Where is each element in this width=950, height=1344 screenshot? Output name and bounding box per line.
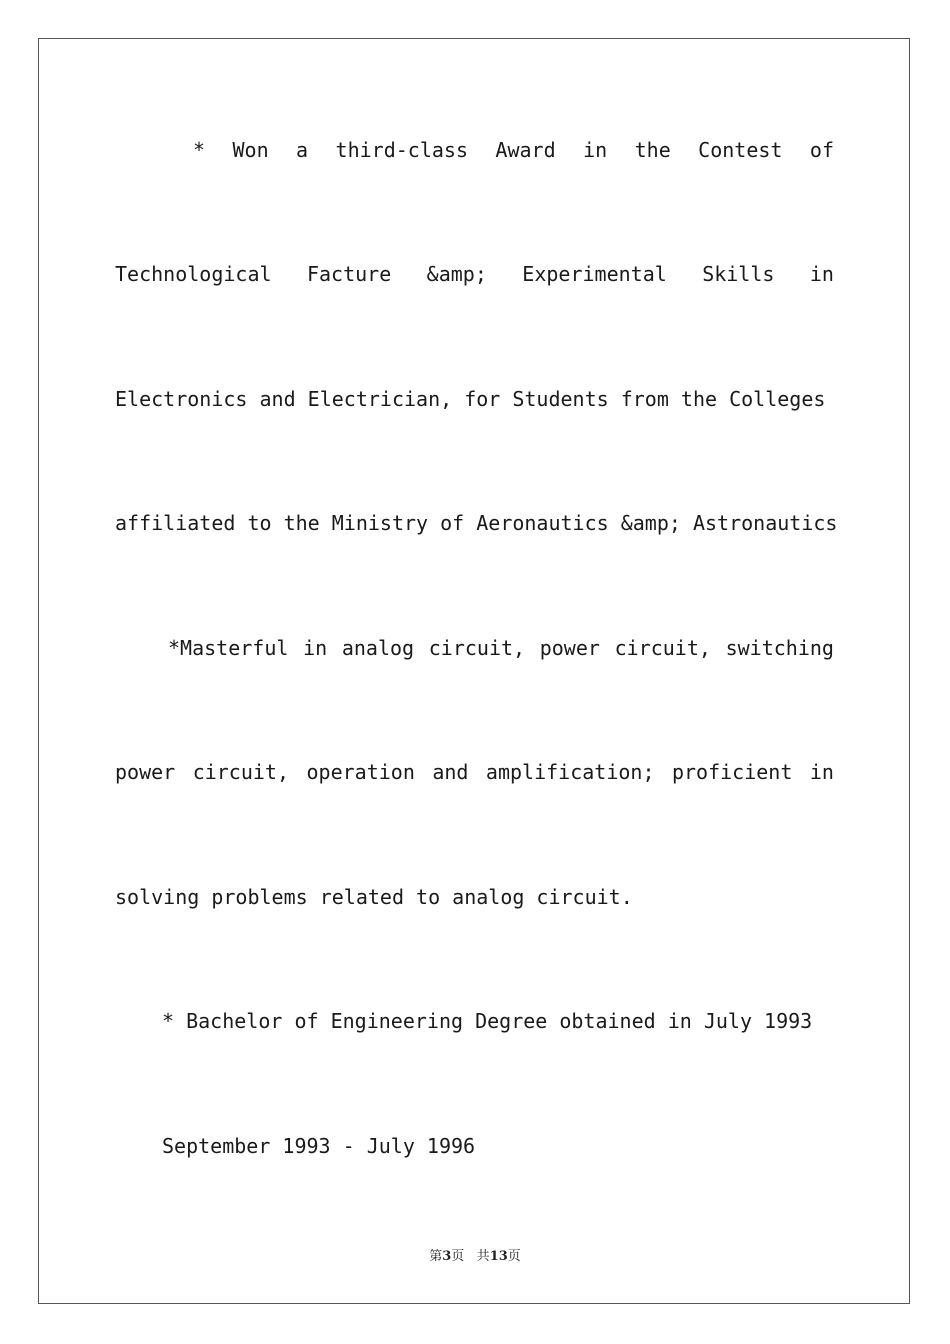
word: power	[539, 636, 600, 660]
text-line-8: * Bachelor of Engineering Degree obtained in July 1993	[162, 1009, 813, 1033]
word: Facture	[306, 262, 392, 286]
word: third-class	[335, 138, 468, 162]
word: in	[809, 760, 834, 784]
word: Contest	[698, 138, 783, 162]
word: circuit,	[192, 760, 290, 784]
text-line-6	[115, 759, 834, 785]
word: Skills	[702, 262, 775, 286]
word: proficient	[671, 760, 793, 784]
word: Experimental	[522, 262, 667, 286]
word: *	[193, 138, 206, 162]
word: the	[634, 138, 671, 162]
footer-page-suffix: 页	[451, 1249, 465, 1264]
text-line-1	[193, 137, 834, 163]
text-line-2	[115, 261, 834, 287]
text-line-9: September 1993 - July 1996	[162, 1134, 476, 1158]
word: &amp;	[426, 262, 487, 286]
word: circuit,	[428, 636, 526, 660]
word: amplification;	[485, 760, 655, 784]
word: in	[303, 636, 328, 660]
text-line-3: Electronics and Electrician, for Students from the Colleges	[115, 387, 826, 411]
word: and	[432, 760, 469, 784]
text-line-5	[168, 635, 834, 661]
word: in	[583, 138, 608, 162]
word: a	[296, 138, 309, 162]
word: operation	[306, 760, 415, 784]
footer-total-suffix: 页	[507, 1249, 521, 1264]
word: switching	[725, 636, 834, 660]
word: Won	[232, 138, 269, 162]
footer-total-prefix: 共	[476, 1249, 490, 1264]
footer-page-number: 3	[442, 1249, 452, 1264]
text-line-7: solving problems related to analog circuit.	[115, 885, 633, 909]
word: Technological	[115, 262, 272, 286]
word: of	[809, 138, 834, 162]
word: in	[809, 262, 834, 286]
word: power	[115, 760, 176, 784]
page-footer	[0, 1248, 950, 1266]
word: Award	[495, 138, 556, 162]
text-line-4: affiliated to the Ministry of Aeronautics &amp; Astronautics	[115, 511, 838, 535]
word: analog	[341, 636, 415, 660]
footer-total-pages: 13	[489, 1249, 508, 1264]
word: circuit,	[614, 636, 711, 660]
footer-prefix: 第	[429, 1249, 443, 1264]
word: *Masterful	[168, 636, 289, 660]
page-frame	[38, 38, 910, 1304]
